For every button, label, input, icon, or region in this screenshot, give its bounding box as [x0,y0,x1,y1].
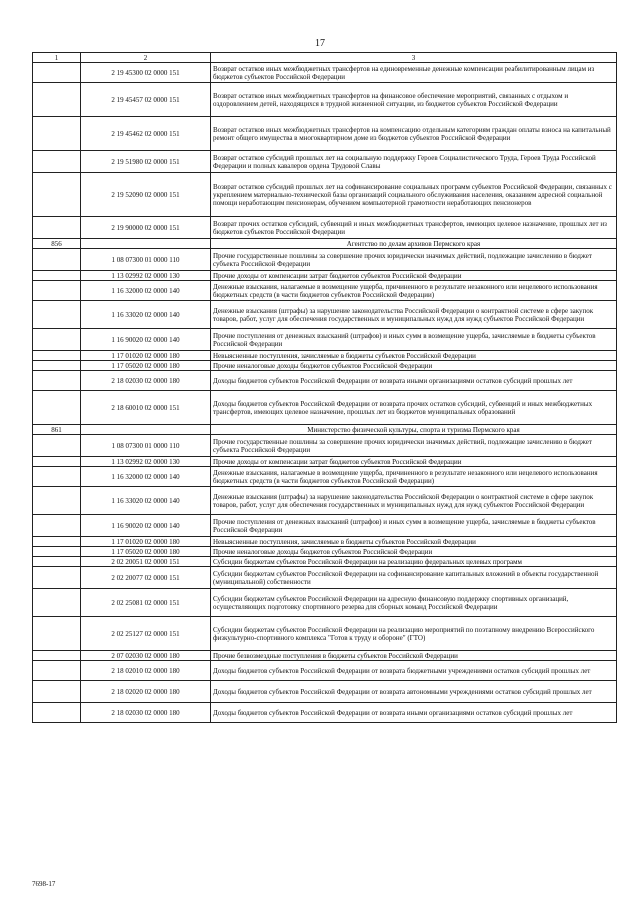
revenue-name: Возврат остатков иных межбюджетных трансфертов на единовременные денежные компенсации реабилитированным лицам из бюджетов субъектов Российской Федерации [211,63,617,83]
budget-code: 2 18 02020 02 0000 180 [81,681,211,703]
empty-cell [33,271,81,281]
revenue-name: Прочие доходы от компенсации затрат бюджетов субъектов Российской Федерации [211,457,617,467]
revenue-name: Невыясненные поступления, зачисляемые в бюджеты субъектов Российской Федерации [211,537,617,547]
empty-cell [33,515,81,537]
agency-name: Министерство физической культуры, спорта и туризма Пермского края [211,425,617,435]
document-code: 7698-17 [32,880,56,888]
empty-cell [33,281,81,301]
empty-cell [33,661,81,681]
revenue-name: Прочие поступления от денежных взысканий (штрафов) и иных сумм в возмещение ущерба, зачисляемые в бюджеты субъектов Российской Федерации [211,515,617,537]
table-row [33,281,617,301]
revenue-name: Возврат остатков субсидий прошлых лет на софинансирование социальных программ субъектов Российской Федерации, связанных с укреплением материально-технической базы организаций социального обслуживания населения, оказанием адресной социальной помощи неработающим пенсионерам, обучением компьютерной грамотности неработающих пенсионеров [211,173,617,217]
table-row [33,249,617,271]
table-row [33,391,617,425]
page-number: 17 [315,38,325,49]
budget-code: 2 19 51980 02 0000 151 [81,151,211,173]
table-header-row [33,53,617,63]
empty-cell [33,351,81,361]
table-row [33,589,617,617]
empty-cell [33,435,81,457]
budget-code: 2 18 02010 02 0000 180 [81,661,211,681]
agency-row [33,425,617,435]
empty-cell [33,617,81,651]
agency-code: 861 [33,425,81,435]
revenue-name: Денежные взыскания, налагаемые в возмещение ущерба, причиненного в результате незаконного или нецелевого использования бюджетных средств (в части бюджетов субъектов Российской Федерации) [211,467,617,487]
empty-cell [33,63,81,83]
table-row [33,651,617,661]
table-row [33,487,617,515]
table-row [33,457,617,467]
empty-cell [33,487,81,515]
revenue-name: Прочие государственные пошлины за совершение прочих юридически значимых действий, подлежащие зачислению в бюджет субъекта Российской Федерации [211,249,617,271]
budget-code: 1 08 07300 01 0000 110 [81,435,211,457]
budget-code: 2 19 45457 02 0000 151 [81,83,211,117]
revenue-name: Невыясненные поступления, зачисляемые в бюджеты субъектов Российской Федерации [211,351,617,361]
revenue-name: Прочие поступления от денежных взысканий (штрафов) и иных сумм в возмещение ущерба, зачисляемые в бюджеты субъектов Российской Федерации [211,329,617,351]
empty-cell [33,703,81,723]
revenue-name: Возврат остатков иных межбюджетных трансфертов на финансовое обеспечение мероприятий, связанных с отдыхом и оздоровлением детей, находящихся в трудной жизненной ситуации, из бюджетов субъектов Российской Федерации [211,83,617,117]
table-row [33,217,617,239]
header-col-1: 1 [33,53,81,63]
table-row [33,435,617,457]
table-row [33,547,617,557]
table-row [33,661,617,681]
table-row [33,515,617,537]
empty-cell [33,391,81,425]
budget-code: 1 16 32000 02 0000 140 [81,281,211,301]
table-row [33,117,617,151]
empty-cell [33,217,81,239]
revenue-codes-table [32,52,617,723]
budget-code: 2 18 02030 02 0000 180 [81,703,211,723]
table-row [33,371,617,391]
budget-code: 2 19 90000 02 0000 151 [81,217,211,239]
empty-cell [33,329,81,351]
empty-cell [33,301,81,329]
revenue-name: Денежные взыскания (штрафы) за нарушение законодательства Российской Федерации о контрактной системе в сфере закупок товаров, работ, услуг для обеспечения государственных и муниципальных нужд для нужд субъектов Российской Федерации [211,487,617,515]
table-row [33,617,617,651]
budget-code: 1 08 07300 01 0000 110 [81,249,211,271]
empty-cell [33,117,81,151]
table-row [33,703,617,723]
empty-cell [33,547,81,557]
revenue-name: Доходы бюджетов субъектов Российской Федерации от возврата иными организациями остатков субсидий прошлых лет [211,703,617,723]
revenue-name: Доходы бюджетов субъектов Российской Федерации от возврата автономными учреждениями остатков субсидий прошлых лет [211,681,617,703]
table-row [33,329,617,351]
revenue-name: Субсидии бюджетам субъектов Российской Федерации на адресную финансовую поддержку спортивных организаций, осуществляющих подготовку спортивного резерва для сборных команд Российской Федерации [211,589,617,617]
empty-cell [33,589,81,617]
revenue-name: Прочие безвозмездные поступления в бюджеты субъектов Российской Федерации [211,651,617,661]
empty-cell [33,249,81,271]
empty-cell [33,371,81,391]
revenue-name: Субсидии бюджетам субъектов Российской Федерации на реализацию мероприятий по поэтапному внедрению Всероссийского физкультурно-спортивного комплекса "Готов к труду и обороне" (ГТО) [211,617,617,651]
revenue-name: Возврат остатков субсидий прошлых лет на социальную поддержку Героев Социалистического Труда, Героев Труда Российской Федерации и полных кавалеров ордена Трудовой Славы [211,151,617,173]
table-row [33,681,617,703]
table-row [33,557,617,567]
budget-code: 1 16 90020 02 0000 140 [81,329,211,351]
agency-code: 856 [33,239,81,249]
table-row [33,467,617,487]
budget-code: 1 17 01020 02 0000 180 [81,537,211,547]
empty-cell [81,425,211,435]
revenue-name: Денежные взыскания (штрафы) за нарушение законодательства Российской Федерации о контрактной системе в сфере закупок товаров, работ, услуг для обеспечения государственных и муниципальных нужд для нужд субъектов Российской Федерации [211,301,617,329]
empty-cell [33,151,81,173]
budget-code: 1 13 02992 02 0000 130 [81,457,211,467]
empty-cell [33,651,81,661]
budget-code: 2 02 20051 02 0000 151 [81,557,211,567]
budget-code: 1 13 02992 02 0000 130 [81,271,211,281]
table-row [33,63,617,83]
empty-cell [33,467,81,487]
table-row [33,173,617,217]
empty-cell [33,457,81,467]
budget-code: 1 16 33020 02 0000 140 [81,487,211,515]
budget-code: 2 07 02030 02 0000 180 [81,651,211,661]
budget-code: 2 19 52090 02 0000 151 [81,173,211,217]
revenue-name: Денежные взыскания, налагаемые в возмещение ущерба, причиненного в результате незаконного или нецелевого использования бюджетных средств (в части бюджетов субъектов Российской Федерации) [211,281,617,301]
table-row [33,151,617,173]
table-row [33,83,617,117]
revenue-name: Прочие неналоговые доходы бюджетов субъектов Российской Федерации [211,547,617,557]
agency-row [33,239,617,249]
empty-cell [33,681,81,703]
table-row [33,567,617,589]
revenue-name: Доходы бюджетов субъектов Российской Федерации от возврата прочих остатков субсидий, субвенций и иных межбюджетных трансфертов, имеющих целевое назначение, прошлых лет из бюджетов муниципальных образований [211,391,617,425]
budget-code: 2 19 45300 02 0000 151 [81,63,211,83]
empty-cell [33,567,81,589]
budget-code: 2 02 25081 02 0000 151 [81,589,211,617]
table-row [33,537,617,547]
revenue-name: Субсидии бюджетам субъектов Российской Федерации на реализацию федеральных целевых программ [211,557,617,567]
revenue-name: Доходы бюджетов субъектов Российской Федерации от возврата иными организациями остатков субсидий прошлых лет [211,371,617,391]
budget-code: 2 18 02030 02 0000 180 [81,371,211,391]
budget-code: 2 18 60010 02 0000 151 [81,391,211,425]
budget-code: 1 17 05020 02 0000 180 [81,361,211,371]
revenue-name: Прочие неналоговые доходы бюджетов субъектов Российской Федерации [211,361,617,371]
revenue-name: Доходы бюджетов субъектов Российской Федерации от возврата бюджетными учреждениями остатков субсидий прошлых лет [211,661,617,681]
table-row [33,361,617,371]
budget-code: 1 17 05020 02 0000 180 [81,547,211,557]
empty-cell [33,537,81,547]
revenue-name: Возврат остатков иных межбюджетных трансфертов на компенсацию отдельным категориям граждан оплаты взноса на капитальный ремонт общего имущества в многоквартирном доме из бюджетов субъектов Российской Федерации [211,117,617,151]
budget-code: 1 17 01020 02 0000 180 [81,351,211,361]
empty-cell [81,239,211,249]
table-row [33,351,617,361]
budget-code: 1 16 33020 02 0000 140 [81,301,211,329]
budget-code: 1 16 32000 02 0000 140 [81,467,211,487]
budget-code: 2 02 20077 02 0000 151 [81,567,211,589]
budget-code: 2 02 25127 02 0000 151 [81,617,211,651]
empty-cell [33,83,81,117]
revenue-name: Прочие доходы от компенсации затрат бюджетов субъектов Российской Федерации [211,271,617,281]
table-row [33,301,617,329]
revenue-name: Прочие государственные пошлины за совершение прочих юридически значимых действий, подлежащие зачислению в бюджет субъекта Российской Федерации [211,435,617,457]
header-col-2: 2 [81,53,211,63]
table-row [33,271,617,281]
header-col-3: 3 [211,53,617,63]
revenue-name: Субсидии бюджетам субъектов Российской Федерации на софинансирование капитальных вложений в объекты государственной (муниципальной) собственности [211,567,617,589]
revenue-name: Возврат прочих остатков субсидий, субвенций и иных межбюджетных трансфертов, имеющих целевое назначение, прошлых лет из бюджетов субъектов Российской Федерации [211,217,617,239]
budget-code: 1 16 90020 02 0000 140 [81,515,211,537]
empty-cell [33,361,81,371]
empty-cell [33,173,81,217]
budget-code: 2 19 45462 02 0000 151 [81,117,211,151]
table-body [33,63,617,723]
empty-cell [33,557,81,567]
agency-name: Агентство по делам архивов Пермского края [211,239,617,249]
